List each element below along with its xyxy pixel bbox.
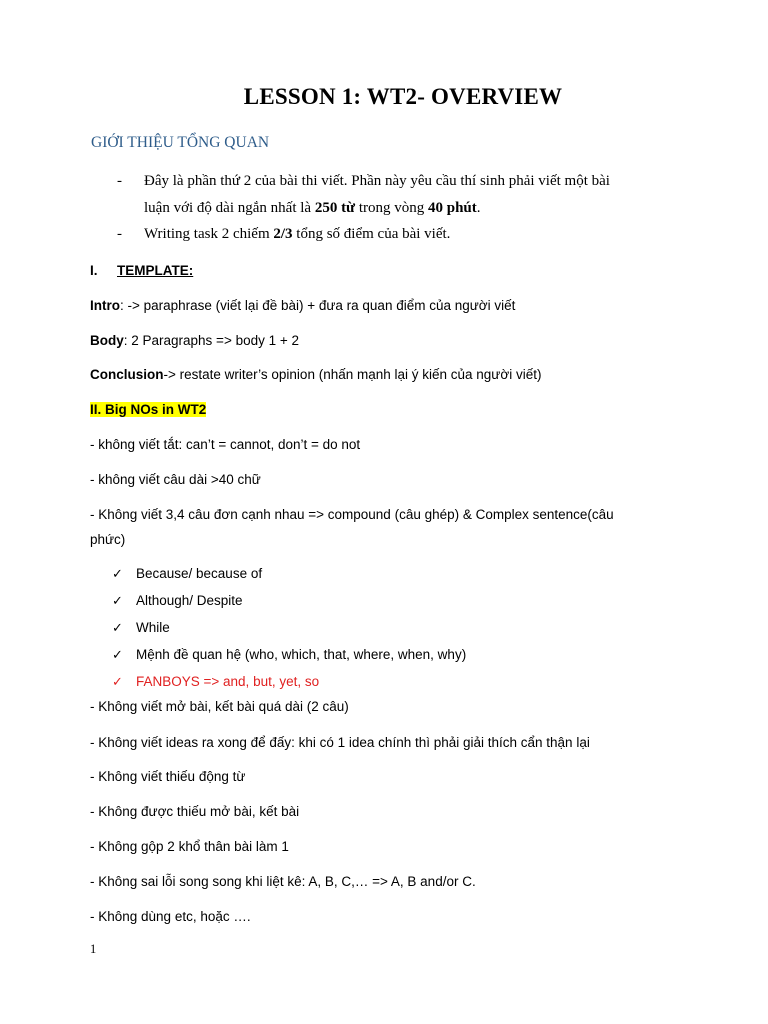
body-text: : 2 Paragraphs => body 1 + 2: [123, 333, 299, 348]
checkmark-icon: ✓: [112, 593, 123, 608]
text-run: trong vòng: [355, 200, 428, 216]
page-number: 1: [90, 942, 97, 956]
intro-bullet-1-line-2: [144, 200, 481, 217]
rule-line: - Không viết thiếu động từ: [90, 769, 246, 784]
rule-line: - Không viết mở bài, kết bài quá dài (2 câu): [90, 699, 349, 714]
intro-bullet-2: [144, 226, 450, 243]
checkmark-icon: ✓: [112, 674, 123, 689]
text-run: tổng số điểm của bài viết.: [292, 226, 451, 242]
text-run: .: [476, 200, 481, 216]
rule-line: - Không viết 3,4 câu đơn cạnh nhau => compound (câu ghép) & Complex sentence(câu: [90, 507, 614, 522]
page-title: LESSON 1: WT2- OVERVIEW: [243, 84, 563, 109]
rule-line: - Không được thiếu mở bài, kết bài: [90, 804, 300, 819]
conclusion-label: Conclusion: [90, 367, 164, 382]
bignos-heading: [90, 402, 206, 417]
rule-line-continued: phức): [90, 532, 126, 547]
template-intro-line: [90, 298, 515, 313]
checklist-item: While: [136, 620, 170, 635]
intro-bullet-1-line-1: Đây là phần thứ 2 của bài thi viết. Phần này yêu cầu thí sinh phải viết một bài: [144, 173, 610, 189]
checkmark-icon: ✓: [112, 647, 123, 662]
intro-text: : -> paraphrase (viết lại đề bài) + đưa ra quan điểm của người viết: [120, 298, 516, 313]
template-conclusion-line: [90, 367, 541, 382]
fraction-bold: 2/3: [273, 226, 293, 242]
section-numeral-1: I.: [90, 263, 98, 278]
template-body-line: [90, 333, 299, 348]
word-count-bold: 250 từ: [314, 200, 356, 216]
body-label: Body: [90, 333, 124, 348]
checklist-item: Because/ because of: [136, 566, 263, 581]
bignos-heading-text: II. Big NOs in WT2: [90, 402, 207, 417]
checkmark-icon: ✓: [112, 620, 123, 635]
conclusion-text: -> restate writer’s opinion (nhấn mạnh lại ý kiến của người viết): [163, 367, 542, 382]
rule-line: - Không viết ideas ra xong để đấy: khi có 1 idea chính thì phải giải thích cẩn thận lại: [90, 735, 590, 750]
checklist-item: Although/ Despite: [136, 593, 243, 608]
bullet-dash: -: [117, 173, 122, 189]
template-heading-text: TEMPLATE:: [117, 263, 194, 278]
intro-label: Intro: [90, 298, 120, 313]
rule-line: - Không gộp 2 khổ thân bài làm 1: [90, 839, 289, 854]
template-heading: [117, 263, 193, 278]
rule-line: - không viết tắt: can’t = cannot, don’t = do not: [90, 437, 361, 452]
checkmark-icon: ✓: [112, 566, 123, 581]
time-limit-bold: 40 phút: [427, 200, 477, 216]
rule-line: - không viết câu dài >40 chữ: [90, 472, 261, 487]
text-run: luận với độ dài ngắn nhất là: [144, 200, 315, 216]
checklist-item-fanboys: FANBOYS => and, but, yet, so: [136, 674, 320, 689]
intro-heading: GIỚI THIỆU TỔNG QUAN: [91, 134, 270, 151]
checklist-item: Mệnh đề quan hệ (who, which, that, where, when, why): [136, 647, 467, 662]
rule-line: - Không sai lỗi song song khi liệt kê: A, B, C,… => A, B and/or C.: [90, 874, 476, 889]
text-run: Writing task 2 chiếm: [144, 226, 274, 242]
rule-line: - Không dùng etc, hoặc ….: [90, 909, 251, 924]
bullet-dash: -: [117, 226, 122, 242]
